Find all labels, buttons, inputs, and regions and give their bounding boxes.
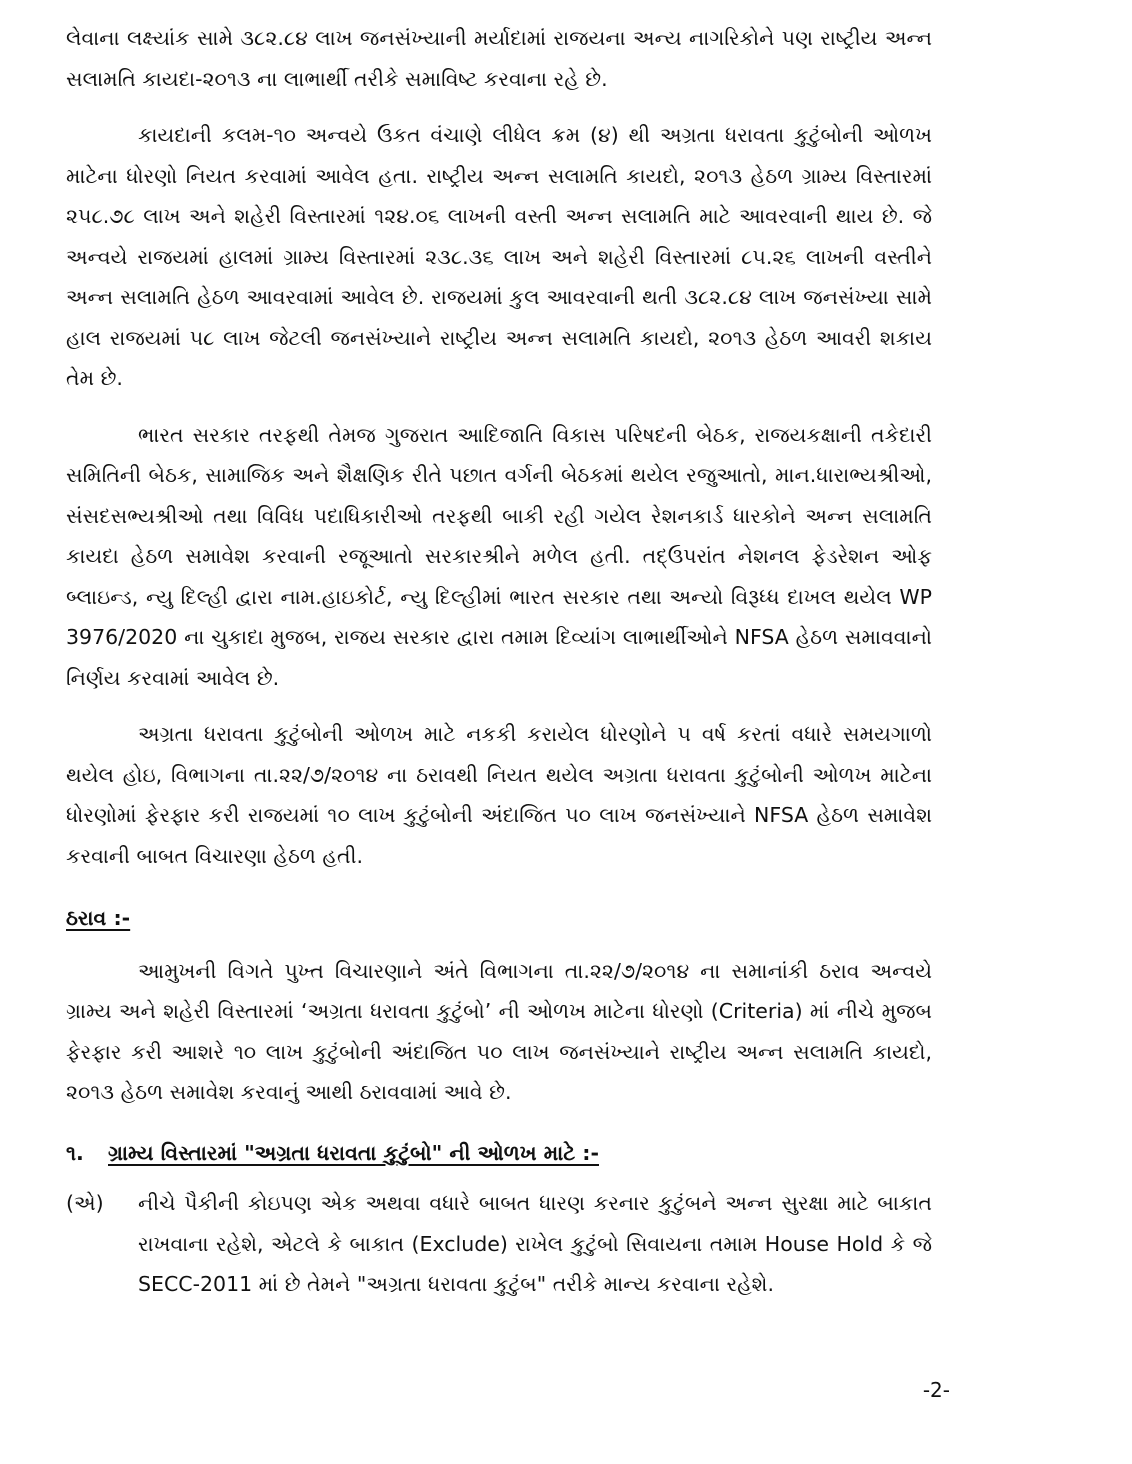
list-item-a (66, 1183, 932, 1305)
resolution-paragraph: આમુખની વિગતે પુખ્ત વિચારણાને અંતે વિભાગના તા.૨૨/૭/૨૦૧૪ ના સમાનાંકી ઠરાવ અન્વયે ગ્રામ્ય અને શહેરી વિસ્તારમાં ‘અગ્રતા ધરાવતા કુટુંબો’ ની ઓળખ માટેના ધોરણો (Criteria) માં નીચે મુજબ ફેરફાર કરી આશરે ૧૦ લાખ કુટુંબોની અંદાજિત ૫૦ લાખ જનસંખ્યાને રાષ્ટ્રીય અન્ન સલામતિ કાયદો, ૨૦૧૩ હેઠળ સમાવેશ કરવાનું આથી ઠરાવવામાં આવે છે. (66, 958, 932, 1104)
paragraph-continuation: લેવાના લક્ષ્યાંક સામે ૩૮૨.૮૪ લાખ જનસંખ્યાની મર્યાદામાં રાજયના અન્ય નાગરિકોને પણ રાષ્ટ્રીય અન્ન સલામતિ કાયદા-૨૦૧૩ ના લાભાર્થી તરીકે સમાવિષ્ટ કરવાના રહે છે. (66, 26, 932, 91)
section-1-title: ગ્રામ્ય વિસ્તારમાં "અગ્રતા ધરાવતા કુટુંબો" ની ઓળખ માટે :- (108, 1140, 599, 1165)
section-1-number: ૧. (66, 1140, 84, 1165)
resolution-heading: ઠરાવ :- (66, 906, 131, 930)
paragraph-criteria-review: અગ્રતા ધરાવતા કુટુંબોની ઓળખ માટે નકકી કરાયેલ ધોરણોને ૫ વર્ષ કરતાં વધારે સમયગાળો થયેલ હોઇ, વિભાગના તા.૨૨/૭/૨૦૧૪ ના ઠરાવથી નિયત થયેલ અગ્રતા ધરાવતા કુટુંબોની ઓળખ માટેના ધોરણોમાં ફેરફાર કરી રાજયમાં ૧૦ લાખ કુટુંબોની અંદાજિત ૫૦ લાખ જનસંખ્યાને NFSA હેઠળ સમાવેશ કરવાની બાબત વિચારણા હેઠળ હતી. (66, 722, 932, 868)
list-item-a-marker: (એ) (66, 1191, 104, 1215)
paragraph-section-10: કાયદાની કલમ-૧૦ અન્વયે ઉકત વંચાણે લીધેલ ક્રમ (૪) થી અગ્રતા ધરાવતા કુટુંબોની ઓળખ માટેના ધોરણો નિયત કરવામાં આવેલ હતા. રાષ્ટ્રીય અન્ન સલામતિ કાયદો, ૨૦૧૩ હેઠળ ગ્રામ્ય વિસ્તારમાં ૨૫૮.૭૮ લાખ અને શહેરી વિસ્તારમાં ૧૨૪.૦૬ લાખની વસ્તી અન્ન સલામતિ માટે આવરવાની થાય છે. જે અન્વયે રાજયમાં હાલમાં ગ્રામ્ય વિસ્તારમાં ૨૩૮.૩૬ લાખ અને શહેરી વિસ્તારમાં ૮૫.૨૬ લાખની વસ્તીને અન્ન સલામતિ હેઠળ આવરવામાં આવેલ છે. રાજયમાં કુલ આવરવાની થતી ૩૮૨.૮૪ લાખ જનસંખ્યા સામે હાલ રાજયમાં ૫૮ લાખ જેટલી જનસંખ્યાને રાષ્ટ્રીય અન્ન સલામતિ કાયદો, ૨૦૧૩ હેઠળ આવરી શકાય તેમ છે. (66, 123, 932, 390)
document-page (66, 18, 932, 1305)
list-item-a-text: નીચે પૈકીની કોઇપણ એક અથવા વધારે બાબત ધારણ કરનાર કુટુંબને અન્ન સુરક્ષા માટે બાકાત રાખવાના રહેશે, એટલે કે બાકાત (Exclude) રાખેલ કુટુંબો સિવાયના તમામ House Hold કે જે SECC-2011 માં છે તેમને "અગ્રતા ધરાવતા કુટુંબ" તરીકે માન્ય કરવાના રહેશે. (138, 1191, 932, 1296)
page-number: -2- (922, 1378, 950, 1402)
section-1-heading (66, 1133, 932, 1174)
paragraph-representations: ભારત સરકાર તરફથી તેમજ ગુજરાત આદિજાતિ વિકાસ પરિષદની બેઠક, રાજયકક્ષાની તકેદારી સમિતિની બેઠક, સામાજિક અને શૈક્ષણિક રીતે પછાત વર્ગની બેઠકમાં થયેલ રજુઆતો, માન.ધારાભ્યશ્રીઓ, સંસદસભ્યશ્રીઓ તથા વિવિધ પદાધિકારીઓ તરફથી બાકી રહી ગયેલ રેશનકાર્ડ ધારકોને અન્ન સલામતિ કાયદા હેઠળ સમાવેશ કરવાની રજૂઆતો સરકારશ્રીને મળેલ હતી. તદ્ઉપરાંત નેશનલ ફેડરેશન ઓફ બ્લાઇન્ડ, ન્યુ દિલ્હી દ્વારા નામ.હાઇકોર્ટ, ન્યુ દિલ્હીમાં ભારત સરકાર તથા અન્યો વિરૂધ્ધ દાખલ થયેલ WP 3976/2020 ના ચુકાદા મુજબ, રાજય સરકાર દ્વારા તમામ દિવ્યાંગ લાભાર્થીઓને NFSA હેઠળ સમાવવાનો નિર્ણય કરવામાં આવેલ છે. (66, 422, 932, 690)
